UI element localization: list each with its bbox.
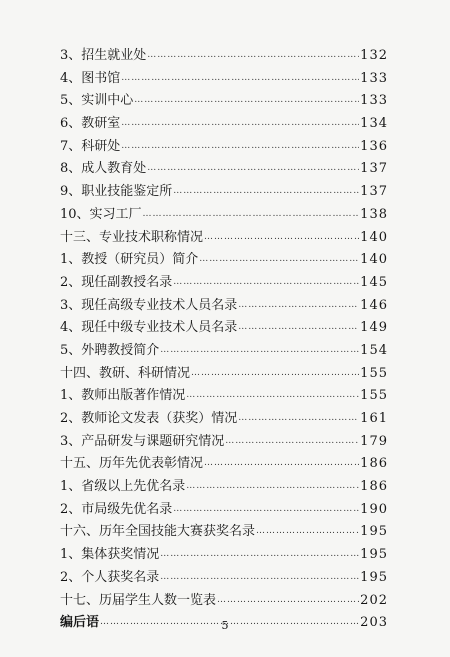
toc-leader-dots (238, 294, 359, 317)
toc-entry-title: 5、外聘教授简介 (60, 342, 160, 358)
toc-entry-title: 1、集体获奖情况 (60, 547, 160, 563)
table-of-contents (60, 45, 388, 635)
toc-entry-title: 十四、教研、科研情况 (60, 365, 191, 381)
toc-entry-page: 134 (360, 116, 388, 132)
toc-entry (60, 295, 388, 318)
toc-entry (60, 181, 388, 204)
toc-leader-dots (186, 384, 359, 407)
toc-entry-title: 十七、历届学生人数一览表 (60, 592, 217, 608)
toc-leader-dots (173, 271, 359, 294)
toc-entry-page: 179 (360, 433, 388, 449)
toc-entry-title: 6、教研室 (60, 116, 121, 132)
toc-entry (60, 363, 388, 386)
toc-entry-page: 132 (360, 48, 388, 63)
toc-entry-title: 2、市局级先优名录 (60, 501, 173, 517)
toc-leader-dots (160, 566, 359, 589)
toc-entry (60, 45, 388, 68)
toc-leader-dots (186, 475, 359, 498)
toc-leader-dots (238, 316, 359, 339)
toc-entry-title: 10、实习工厂 (60, 206, 142, 222)
toc-leader-dots (217, 589, 359, 612)
toc-entry-title: 3、产品研发与课题研究情况 (60, 433, 225, 449)
toc-entry (60, 590, 388, 613)
toc-leader-dots (191, 362, 359, 385)
toc-entry (60, 408, 388, 431)
page-number: 5 (221, 619, 229, 632)
toc-entry (60, 453, 388, 476)
toc-leader-dots (238, 407, 359, 430)
toc-entry (60, 544, 388, 567)
toc-entry-title: 2、教师论文发表（获奖）情况 (60, 411, 238, 426)
toc-leader-dots (204, 226, 359, 249)
toc-entry-title: 3、现任高级专业技术人员名录 (60, 297, 238, 313)
toc-leader-dots (134, 89, 359, 112)
toc-entry-title: 3、招生就业处 (60, 48, 147, 63)
toc-entry (60, 317, 388, 340)
toc-leader-dots (199, 248, 359, 271)
toc-leader-dots (204, 452, 359, 475)
toc-leader-dots (143, 203, 360, 226)
toc-entry-page: 146 (360, 297, 388, 313)
toc-entry-page: 140 (360, 229, 388, 245)
toc-entry-page: 195 (360, 524, 388, 540)
toc-entry-page: 138 (360, 206, 388, 222)
toc-entry (60, 136, 388, 159)
toc-entry-title: 2、个人获奖名录 (60, 569, 160, 585)
toc-entry-page: 145 (360, 274, 388, 290)
toc-entry (60, 158, 388, 181)
toc-entry-page: 202 (360, 592, 388, 608)
toc-leader-dots (147, 44, 359, 67)
toc-entry-title: 十六、历年全国技能大赛获奖名录 (60, 524, 256, 540)
toc-entry-title: 4、图书馆 (60, 70, 121, 86)
toc-leader-dots (121, 112, 359, 135)
toc-entry-page: 136 (360, 138, 388, 154)
toc-leader-dots (160, 339, 359, 362)
toc-entry-title: 9、职业技能鉴定所 (60, 184, 173, 200)
toc-entry (60, 227, 388, 250)
toc-entry-page: 137 (360, 184, 388, 200)
toc-entry-page: 186 (360, 479, 388, 495)
toc-leader-dots (225, 430, 359, 453)
toc-entry-page: 155 (360, 365, 388, 381)
toc-entry-title: 7、科研处 (60, 138, 121, 154)
toc-entry-title: 十五、历年先优表彰情况 (60, 456, 204, 472)
toc-leader-dots (121, 67, 359, 90)
toc-entry (60, 431, 388, 454)
toc-leader-dots (121, 135, 359, 158)
toc-entry (60, 90, 388, 113)
toc-entry-page: 195 (360, 547, 388, 563)
toc-leader-dots (256, 520, 359, 543)
toc-entry-page: 190 (360, 501, 388, 517)
toc-entry-title: 编后语 (60, 615, 100, 631)
toc-entry (60, 476, 388, 499)
toc-entry-title: 8、成人教育处 (60, 161, 147, 177)
toc-leader-dots (147, 157, 359, 180)
toc-entry-title: 1、省级以上先优名录 (60, 479, 186, 495)
toc-entry (60, 272, 388, 295)
toc-leader-dots (173, 180, 359, 203)
toc-entry-title: 1、教授（研究员）简介 (60, 252, 199, 268)
toc-entry (60, 113, 388, 136)
toc-entry-page: 133 (360, 93, 388, 109)
toc-entry-page: 149 (360, 320, 388, 336)
toc-entry-page: 195 (360, 569, 388, 585)
toc-entry (60, 385, 388, 408)
toc-entry-page: 140 (360, 252, 388, 268)
toc-entry-title: 5、实训中心 (60, 93, 134, 109)
toc-entry-page: 186 (360, 456, 388, 472)
toc-entry-title: 2、现任副教授名录 (60, 274, 173, 290)
toc-entry (60, 249, 388, 272)
toc-entry-page: 155 (360, 388, 388, 404)
toc-entry (60, 204, 388, 227)
toc-leader-dots (173, 498, 359, 521)
toc-entry-page: 137 (360, 161, 388, 177)
toc-entry-page: 203 (360, 615, 388, 631)
toc-entry (60, 521, 388, 544)
toc-entry-page: 154 (360, 342, 388, 358)
toc-entry-title: 1、教师出版著作情况 (60, 388, 186, 404)
toc-entry-page: 161 (360, 411, 388, 426)
toc-entry-page: 133 (360, 70, 388, 86)
toc-entry-title: 4、现任中级专业技术人员名录 (60, 320, 238, 336)
toc-entry (60, 499, 388, 522)
toc-entry (60, 68, 388, 91)
toc-entry (60, 340, 388, 363)
toc-entry-title: 十三、专业技术职称情况 (60, 229, 204, 245)
toc-entry (60, 567, 388, 590)
toc-leader-dots (160, 543, 359, 566)
